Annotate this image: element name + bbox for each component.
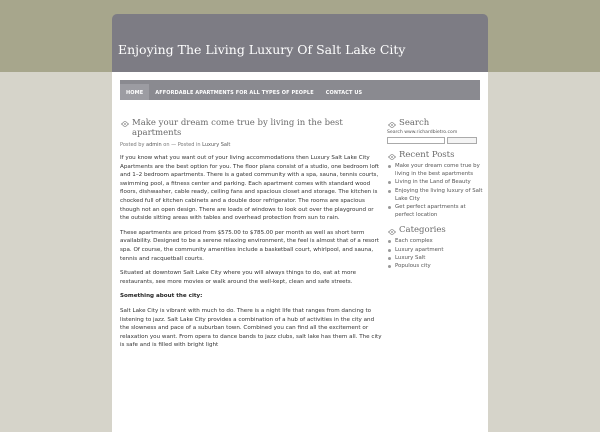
recent-post-link[interactable]: Get perfect apartments at perfect location — [387, 203, 483, 219]
post-paragraph: If you know what you want out of your living accommodations then Luxury Salt Lake City Apartments are the best option for you. The floor plans consist of a studio, one bedroom loft and 1–2 bedroom apartments. There is a gated community with a spa, sauna, tennis courts, swimming pool, a fitness center and parking. Each apartment comes with standard wood floors, dishwasher, cable ready, ceiling fans and spacious closet and storage. The kitchen is chocked full of kitchen cabinets and a double door refrigerator. The rooms are spacious though not an open design. There are loads of windows to look out over the playground or the outside sitting areas with tables and overhead protection from sun to rain. — [120, 155, 379, 222]
author-link[interactable]: admin — [146, 142, 162, 148]
categories-heading: Categories — [399, 225, 446, 236]
search-label: Search www.richardbietro.com — [387, 130, 458, 135]
ornament-icon — [120, 121, 130, 127]
recent-post-link[interactable]: Living in the Land of Beauty — [387, 178, 483, 186]
category-link[interactable]: Populous city — [387, 262, 483, 270]
meta-prefix: Posted by — [120, 142, 145, 148]
meta-on: on — Posted in — [163, 142, 201, 148]
main-content — [120, 118, 382, 356]
search-heading: Search — [399, 118, 430, 128]
recent-post-link[interactable]: Make your dream come true by living in the best apartments — [387, 162, 483, 178]
site-header — [112, 14, 488, 72]
post-meta — [120, 142, 382, 148]
recent-posts-heading: Recent Posts — [399, 150, 455, 160]
recent-posts-title — [387, 150, 483, 160]
sidebar — [387, 118, 483, 276]
search-form — [387, 137, 483, 144]
page-wrapper — [112, 14, 488, 414]
post-paragraph: These apartments are priced from $575.00 to $785.00 per month as well as short term availability. Designed to be a serene relaxing environment, the feel is almost that of a resort spa. Of course, the community amenities include a basketball court, whirlpool, and sauna, tennis and racquetball courts. — [120, 229, 379, 262]
category-link[interactable]: Luxury Salt — [202, 142, 231, 148]
search-widget-title — [387, 118, 483, 128]
nav-home[interactable]: HOME — [120, 84, 149, 100]
post-title[interactable]: Make your dream come true by living in the best apartments — [132, 118, 343, 138]
post-title-row — [120, 118, 382, 138]
category-link[interactable]: Luxury Salt — [387, 254, 483, 262]
categories-list — [387, 237, 483, 270]
main-nav — [120, 80, 480, 100]
post-paragraph: Salt Lake City is vibrant with much to do. There is a night life that ranges from dancing to listening to jazz. Salt Lake City provides a combination of a hub of activities in the city and the slowness and pace of a suburban town. Combined you can find all the excitement or relaxation you want. From opera to dance bands to jazz clubs, salt lake has them all. The city is safe and is filled with bright light — [120, 307, 382, 349]
search-button[interactable] — [447, 137, 477, 144]
post-body — [120, 154, 382, 350]
recent-posts-list — [387, 162, 483, 219]
search-input[interactable] — [387, 137, 445, 144]
ornament-icon — [387, 154, 397, 160]
ornament-icon — [387, 122, 397, 128]
categories-title — [387, 225, 483, 235]
nav-affordable-apartments[interactable]: AFFORDABLE APARTMENTS FOR ALL TYPES OF PEOPLE — [155, 90, 314, 96]
site-title[interactable]: Enjoying The Living Luxury Of Salt Lake City — [118, 42, 406, 57]
category-link[interactable]: Luxury apartment — [387, 246, 483, 254]
ornament-icon — [387, 229, 397, 235]
recent-post-link[interactable]: Enjoying the living luxury of Salt Lake City — [387, 187, 483, 203]
post-paragraph: Situated at downtown Salt Lake City where you will always things to do, eat at more restaurants, see more movies or walk around the well-kept, clean and safe streets. — [120, 270, 357, 285]
nav-contact-us[interactable]: CONTACT US — [325, 90, 363, 96]
category-link[interactable]: Each complex — [387, 237, 483, 245]
content-area — [112, 72, 488, 432]
post-subheading: Something about the city: — [120, 293, 203, 300]
